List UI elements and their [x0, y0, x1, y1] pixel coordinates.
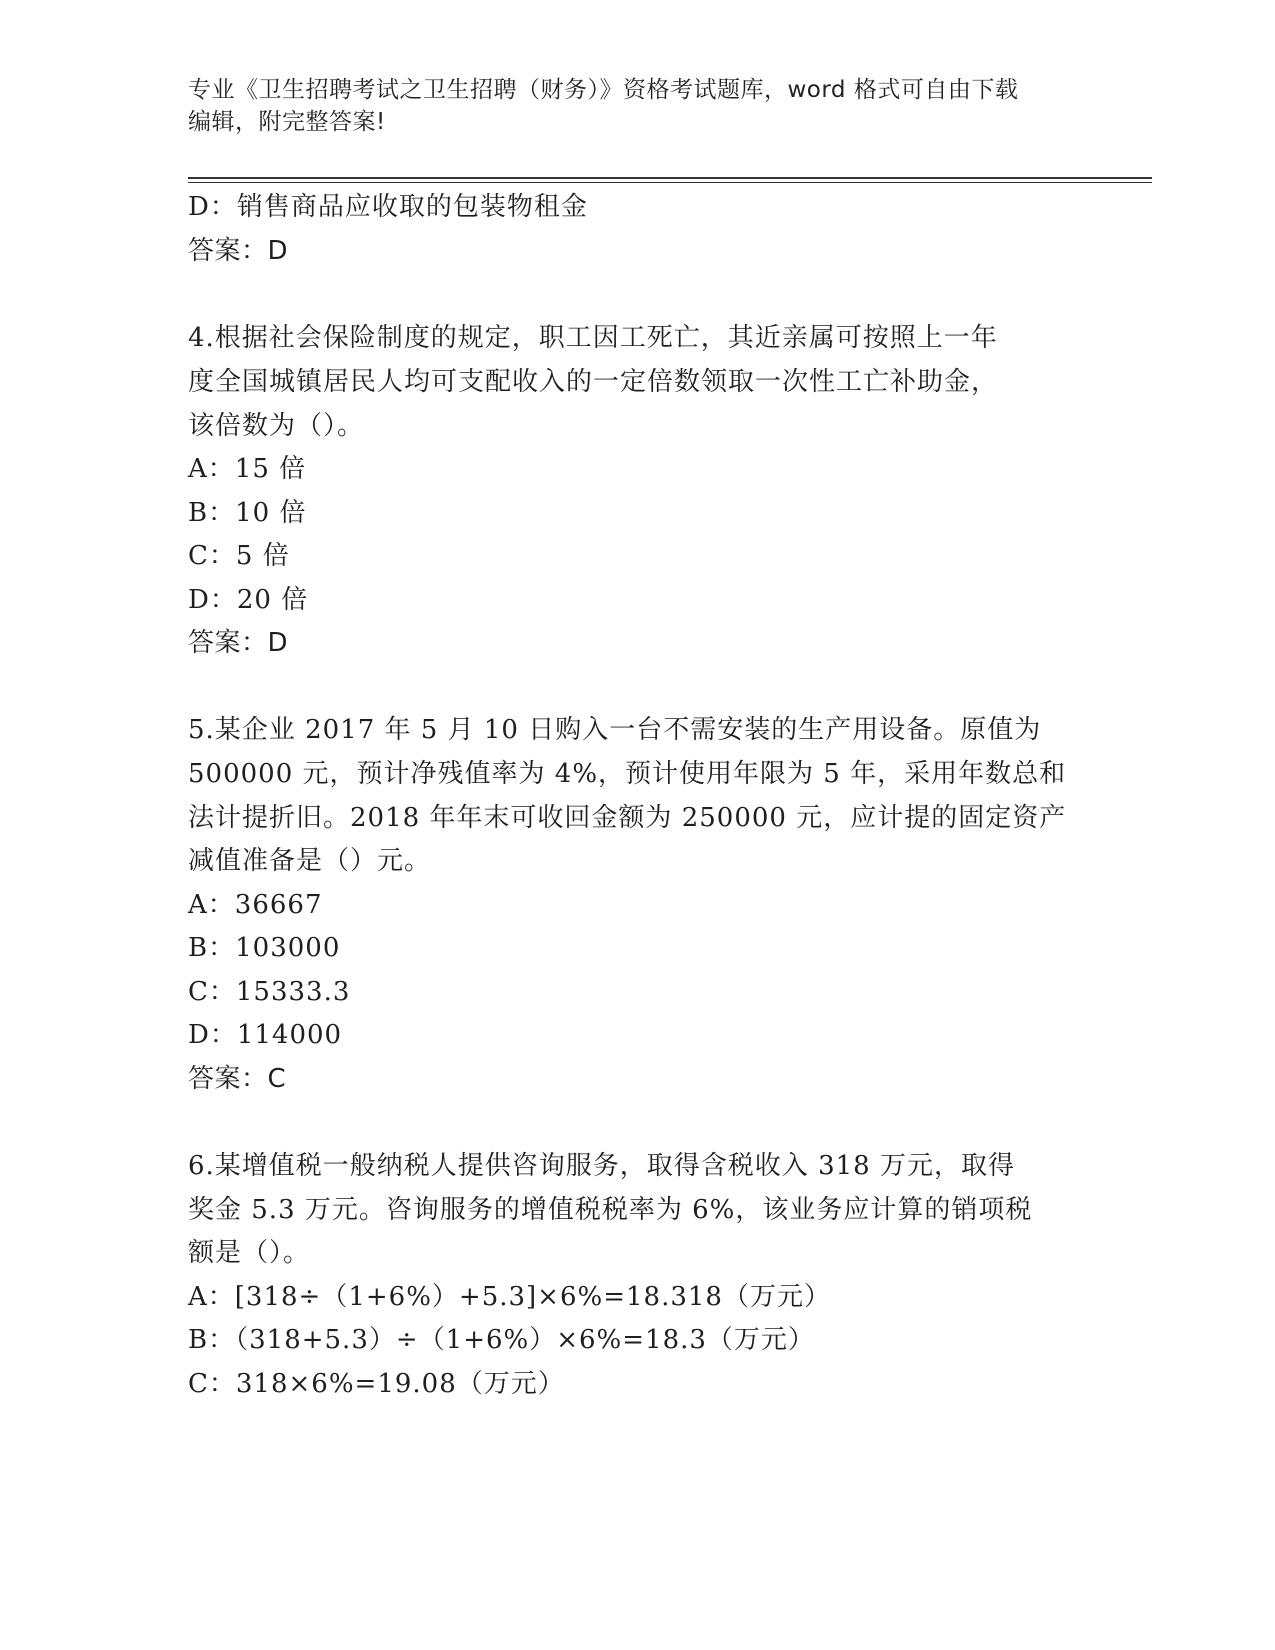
q5-stem-line-4: 减值准备是（）元。 [188, 846, 432, 876]
q4-stem-line-3: 该倍数为（）。 [188, 411, 365, 441]
q4-stem-line-1: 4.根据社会保险制度的规定，职工因工死亡，其近亲属可按照上一年 [188, 323, 998, 353]
q5-stem-line-1: 5.某企业 2017 年 5 月 10 日购入一台不需安装的生产用设备。原值为 [188, 715, 1042, 745]
q4-stem-line-2: 度全国城镇居民人均可支配收入的一定倍数领取一次性工亡补助金， [188, 367, 999, 397]
q3-option-d: D：销售商品应收取的包装物租金 [188, 192, 588, 222]
q3-answer: 答案：D [188, 236, 289, 266]
q6-stem-line-1: 6.某增值税一般纳税人提供咨询服务，取得含税收入 318 万元，取得 [188, 1151, 1015, 1181]
header-line-1: 专业《卫生招聘考试之卫生招聘（财务）》资格考试题库，word 格式可自由下载 [188, 77, 1019, 103]
q5-answer: 答案：C [188, 1064, 287, 1094]
q6-stem-line-3: 额是（）。 [188, 1238, 311, 1268]
q5-option-a: A：36667 [188, 890, 323, 920]
q6-option-b: B：（318+5.3）÷（1+6%）×6%=18.3（万元） [188, 1325, 815, 1355]
header-divider-top [188, 177, 1152, 179]
q4-option-d: D：20 倍 [188, 585, 309, 615]
q4-option-b: B：10 倍 [188, 498, 307, 528]
q4-option-a: A：15 倍 [188, 454, 307, 484]
q5-stem-line-3: 法计提折旧。2018 年年末可收回金额为 250000 元，应计提的固定资产 [188, 803, 1067, 833]
header-divider-bottom [188, 182, 1152, 183]
q4-answer: 答案：D [188, 628, 289, 658]
q5-option-b: B：103000 [188, 933, 341, 963]
q5-option-d: D：114000 [188, 1020, 343, 1050]
q5-option-c: C：15333.3 [188, 977, 351, 1007]
q5-stem-line-2: 500000 元，预计净残值率为 4%，预计使用年限为 5 年，采用年数总和 [188, 759, 1067, 789]
q6-option-a: A：[318÷（1+6%）+5.3]×6%=18.318（万元） [188, 1282, 831, 1312]
q6-stem-line-2: 奖金 5.3 万元。咨询服务的增值税税率为 6%，该业务应计算的销项税 [188, 1195, 1033, 1225]
q4-option-c: C：5 倍 [188, 541, 290, 571]
header-line-2: 编辑，附完整答案! [188, 109, 386, 135]
q6-option-c: C：318×6%=19.08（万元） [188, 1369, 565, 1399]
document-header [188, 74, 1088, 138]
